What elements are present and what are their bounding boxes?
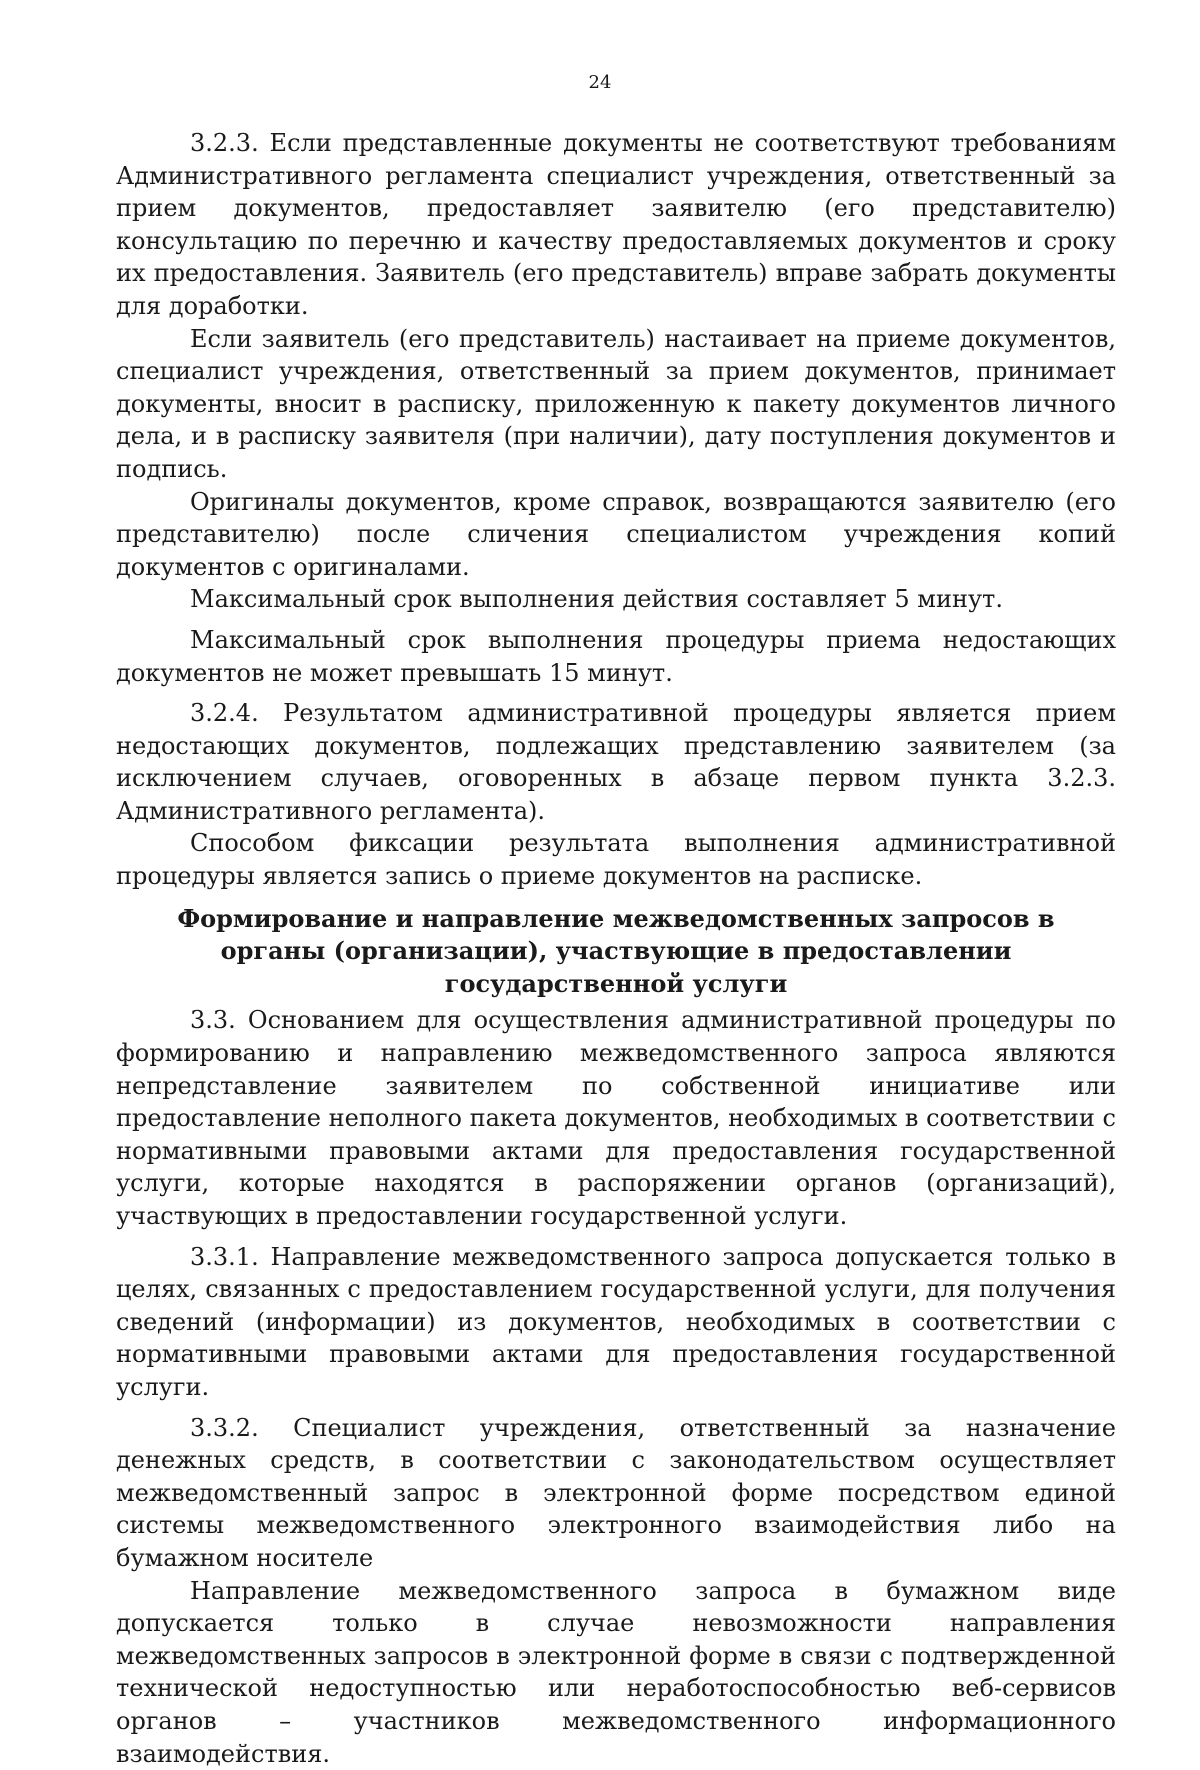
paragraph-originals: Оригиналы документов, кроме справок, возвращаются заявителю (его представителю) после сличения специалистом учреждения копий документов с оригиналами. [116, 487, 1116, 581]
paragraph-3-2-4: 3.2.4. Результатом административной процедуры является прием недостающих документов, подлежащих представлению заявителем (за исключением случаев, оговоренных в абзаце первом пункта 3.2.3. Административного регламента). [116, 699, 1116, 825]
paragraph-3-3: 3.3. Основанием для осуществления административной процедуры по формированию и направлению межведомственного запроса являются непредставление заявителем по собственной инициативе или предоставление неполного пакета документов, необходимых в соответствии с нормативными правовыми актами для предоставления государственной услуги, которые находятся в распоряжении органов (организаций), участвующих в предоставлении государственной услуги. [116, 1006, 1116, 1230]
paragraph-insist: Если заявитель (его представитель) настаивает на приеме документов, специалист учреждения, ответственный за прием документов, принимает документы, вносит в расписку, приложенную к пакету документов личного дела, и в расписку заявителя (при наличии), дату поступления документов и подпись. [116, 324, 1116, 483]
paragraph-3-3-2: 3.3.2. Специалист учреждения, ответственный за назначение денежных средств, в соответствии с законодательством осуществляет межведомственный запрос в электронной форме посредством единой системы межведомственного электронного взаимодействия либо на бумажном носителе [116, 1413, 1116, 1572]
paragraph-fixation: Способом фиксации результата выполнения административной процедуры является запись о приеме документов на расписке. [116, 829, 1116, 891]
section-heading: Формирование и направление межведомственных запросов в органы (организации), участвующие в предоставлении государственной услуги [177, 903, 1055, 998]
paragraph-3-2-3: 3.2.3. Если представленные документы не соответствуют требованиям Административного регламента специалист учреждения, ответственный за прием документов, предоставляет заявителю (его представителю) консультацию по перечню и качеству предоставляемых документов и сроку их предоставления. Заявитель (его представитель) вправе забрать документы для доработки. [116, 129, 1116, 320]
document-body [116, 127, 1116, 1770]
page-number: 24 [588, 72, 612, 93]
paragraph-max-time-procedure: Максимальный срок выполнения процедуры приема недостающих документов не может превышать 15 минут. [116, 625, 1116, 687]
paragraph-paper-request: Направление межведомственного запроса в бумажном виде допускается только в случае невозможности направления межведомственных запросов в электронной форме в связи с подтвержденной технической недоступностью или неработоспособностью веб-сервисов органов – участников межведомственного информационного взаимодействия. [116, 1576, 1116, 1768]
paragraph-max-time-action: Максимальный срок выполнения действия составляет 5 минут. [190, 585, 1003, 614]
paragraph-3-3-1: 3.3.1. Направление межведомственного запроса допускается только в целях, связанных с предоставлением государственной услуги, для получения сведений (информации) из документов, необходимых в соответствии с нормативными правовыми актами для предоставления государственной услуги. [116, 1242, 1116, 1401]
